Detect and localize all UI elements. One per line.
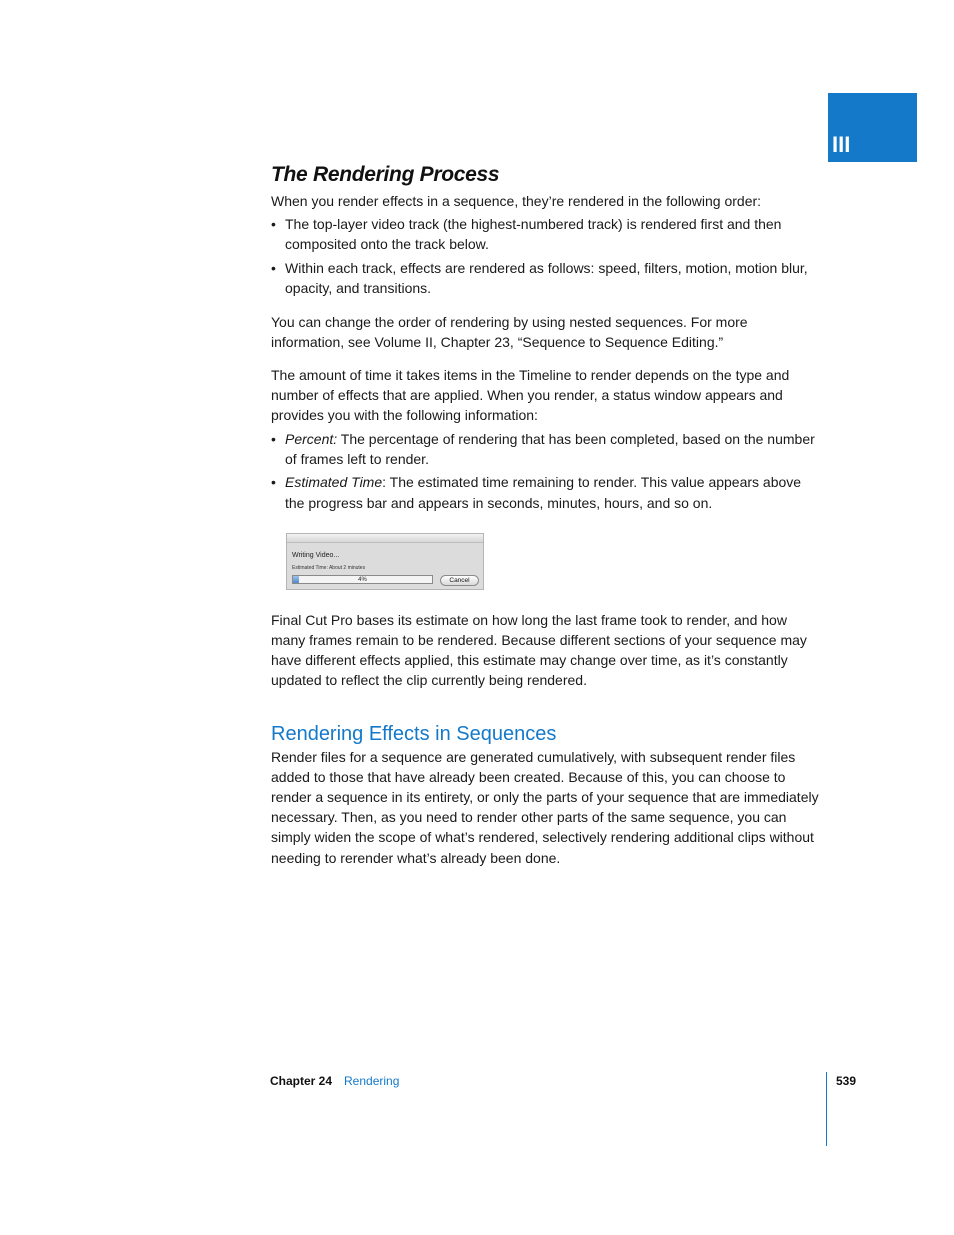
render-progress-bar [292,575,433,584]
page-content [271,160,823,868]
part-tab-label: III [832,132,851,157]
estimate-paragraph: Final Cut Pro bases its estimate on how long the last frame took to render, and how many frames remain to be rendered. Because different sections of your sequence may have different effects applied, this estimate may change over time, as it’s constantly updated to reflect the clip currently being rendered. [271,611,807,689]
progress-percent-label: 4% [358,576,367,583]
estimated-time-label: Estimated Time: About 2 minutes [292,564,366,571]
section-title-rendering-process: The Rendering Process [271,163,500,186]
list-item: • Estimated Time: The estimated time remaining to render. This value appears above the progress bar and appears in seconds, minutes, hours, and so on. [271,474,802,511]
window-titlebar [287,534,483,543]
bullet-icon: • [271,260,276,277]
nested-sequences-paragraph: You can change the order of rendering by using nested sequences. For more information, see Volume II, Chapter 23, “Sequence to Sequence Editing.” [271,313,748,350]
intro-paragraph: When you render effects in a sequence, they’re rendered in the following order: [271,193,762,209]
window-status-title: Writing Video... [292,551,340,559]
footer-page-number: 539 [836,1074,857,1088]
section-title-rendering-effects: Rendering Effects in Sequences [271,722,557,745]
bullet-icon: • [271,216,276,233]
term-percent: Percent: [285,430,338,447]
render-order-list [271,214,823,298]
list-item: • The top-layer video track (the highest-numbered track) is rendered first and then composited onto the track below. [271,216,782,253]
status-info-list [271,429,823,513]
part-tab [828,93,917,162]
render-status-window-figure [286,533,484,590]
render-files-paragraph: Render files for a sequence are generated cumulatively, with subsequent render files added to those that have already been created. Because of this, you can choose to render a sequence in its entirety, or only the parts of your sequence that are immediately necessary. Then, as you need to render other parts of the same sequence, you can simply widen the scope of what’s rendered, selectively rendering additional clips without needing to rerender what’s already been done. [271,748,819,866]
render-time-paragraph: The amount of time it takes items in the Timeline to render depends on the type and number of effects that are applied. When you render, a status window appears and provides you with the following information: [271,366,790,424]
bullet-icon: • [271,430,276,447]
cancel-button[interactable]: Cancel [440,575,479,586]
list-item: • Within each track, effects are rendered as follows: speed, filters, motion, motion blur, opacity, and transitions. [271,260,808,297]
list-item: • Percent: The percentage of rendering that has been completed, based on the number of frames left to render. [271,430,815,467]
footer-chapter-number: Chapter 24 [270,1074,333,1088]
footer-chapter-name: Rendering [344,1074,400,1088]
bullet-icon: • [271,474,276,491]
footer-divider [826,1072,827,1146]
term-estimated-time: Estimated Time [285,474,383,491]
